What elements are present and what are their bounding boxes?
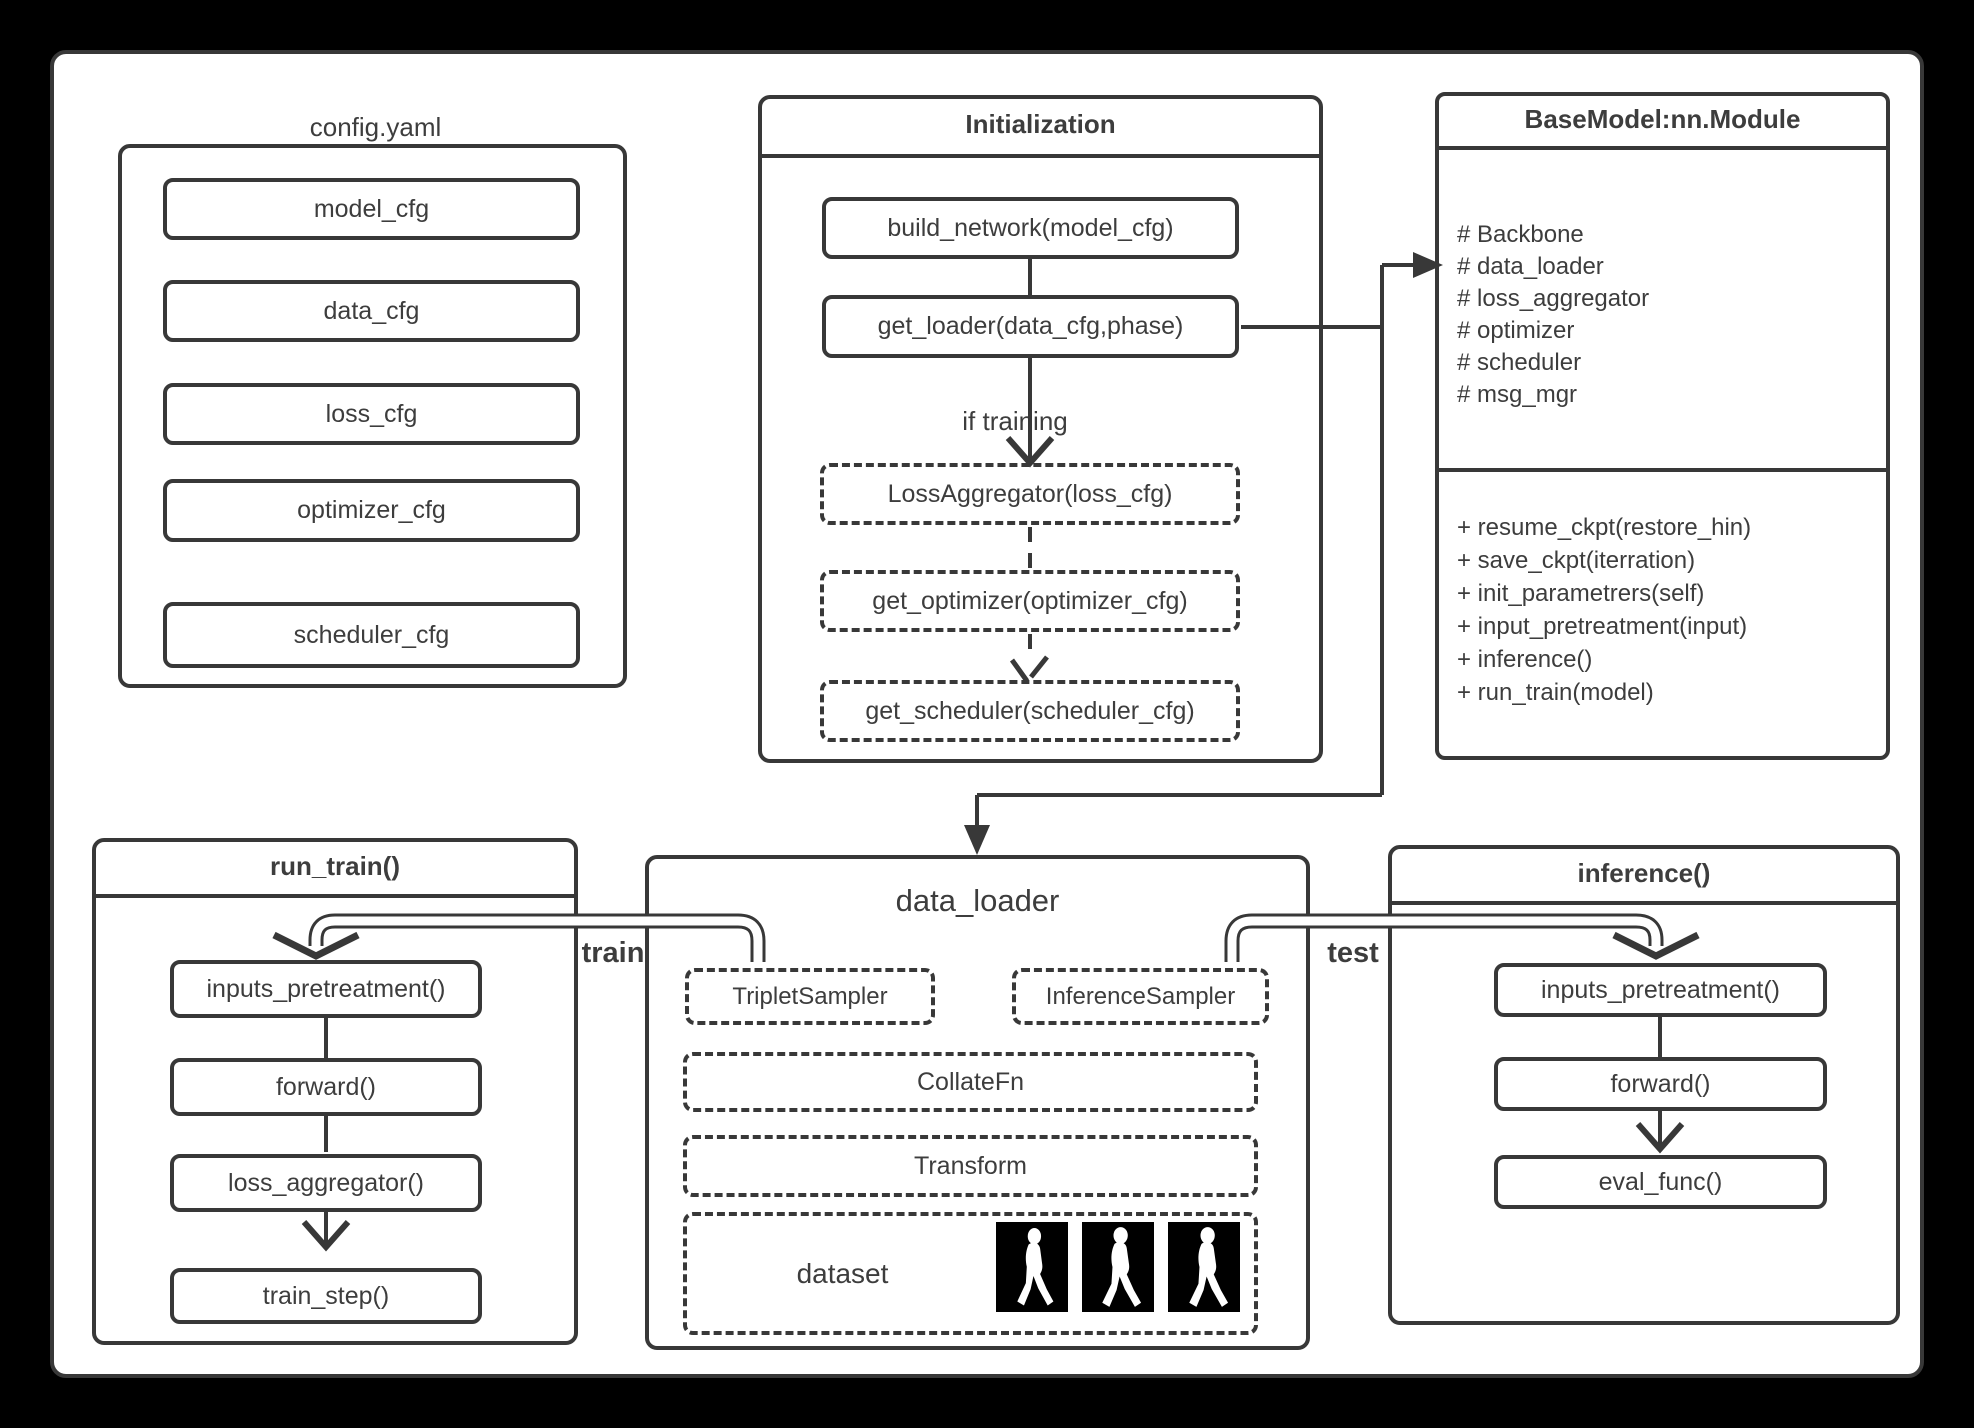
inference-title: inference()	[1577, 857, 1711, 888]
basemodel-attr-optimizer: # optimizer	[1457, 317, 1575, 344]
config-item-model-cfg: model_cfg	[163, 178, 580, 240]
gait-silhouette-icon	[996, 1222, 1068, 1312]
run-train-step-inputs-pretreatment: inputs_pretreatment()	[170, 960, 482, 1018]
basemodel-method-save-ckpt: + save_ckpt(iterration)	[1457, 546, 1696, 574]
initialization-title: Initialization	[965, 109, 1116, 139]
basemodel-method-input-pretreatment: + input_pretreatment(input)	[1457, 612, 1748, 640]
inference-step-inputs-pretreatment: inputs_pretreatment()	[1494, 963, 1827, 1017]
basemodel-attr-msg-mgr: # msg_mgr	[1457, 381, 1578, 408]
run-train-step-forward: forward()	[170, 1058, 482, 1116]
step-build-network: build_network(model_cfg)	[822, 197, 1239, 259]
basemodel-method-inference: + inference()	[1457, 645, 1593, 673]
collate-fn-box: CollateFn	[683, 1052, 1258, 1112]
basemodel-attr-backbone: # Backbone	[1457, 221, 1584, 248]
config-item-scheduler-cfg: scheduler_cfg	[163, 602, 580, 668]
config-title: config.yaml	[309, 111, 442, 142]
basemodel-attr-scheduler: # scheduler	[1457, 349, 1582, 376]
inference-header	[1388, 845, 1900, 905]
run-train-step-train-step: train_step()	[170, 1268, 482, 1324]
test-edge-label: test	[1327, 936, 1379, 969]
if-training-label: if training	[962, 405, 1068, 436]
inference-sampler-box: InferenceSampler	[1012, 968, 1269, 1025]
basemodel-title: BaseModel:nn.Module	[1524, 103, 1801, 134]
inference-step-eval-func: eval_func()	[1494, 1155, 1827, 1209]
dataset-silhouettes	[996, 1222, 1240, 1312]
basemodel-method-init-parametrers: + init_parametrers(self)	[1457, 579, 1705, 607]
transform-box: Transform	[683, 1135, 1258, 1197]
basemodel-method-resume-ckpt: + resume_ckpt(restore_hin)	[1457, 513, 1752, 541]
inference-step-forward: forward()	[1494, 1057, 1827, 1111]
step-get-optimizer: get_optimizer(optimizer_cfg)	[820, 570, 1240, 632]
triplet-sampler-box: TripletSampler	[685, 968, 935, 1025]
run-train-header	[92, 838, 578, 898]
basemodel-attr-loss-aggregator: # loss_aggregator	[1457, 285, 1650, 312]
config-item-optimizer-cfg: optimizer_cfg	[163, 479, 580, 542]
config-item-loss-cfg: loss_cfg	[163, 383, 580, 445]
dataset-label: dataset	[796, 1258, 889, 1289]
basemodel-method-run-train: + run_train(model)	[1457, 678, 1654, 706]
basemodel-divider	[1437, 468, 1888, 472]
step-get-scheduler: get_scheduler(scheduler_cfg)	[820, 680, 1240, 742]
gait-silhouette-icon	[1082, 1222, 1154, 1312]
step-get-loader: get_loader(data_cfg,phase)	[822, 295, 1239, 358]
train-edge-label: train	[581, 936, 645, 969]
run-train-step-loss-aggregator: loss_aggregator()	[170, 1154, 482, 1212]
step-loss-aggregator: LossAggregator(loss_cfg)	[820, 463, 1240, 525]
config-item-data-cfg: data_cfg	[163, 280, 580, 342]
basemodel-attr-data-loader: # data_loader	[1457, 253, 1604, 280]
data-loader-title: data_loader	[895, 883, 1060, 918]
initialization-header	[758, 95, 1323, 158]
gait-silhouette-icon	[1168, 1222, 1240, 1312]
basemodel-header	[1435, 92, 1890, 150]
run-train-title: run_train()	[270, 850, 400, 881]
